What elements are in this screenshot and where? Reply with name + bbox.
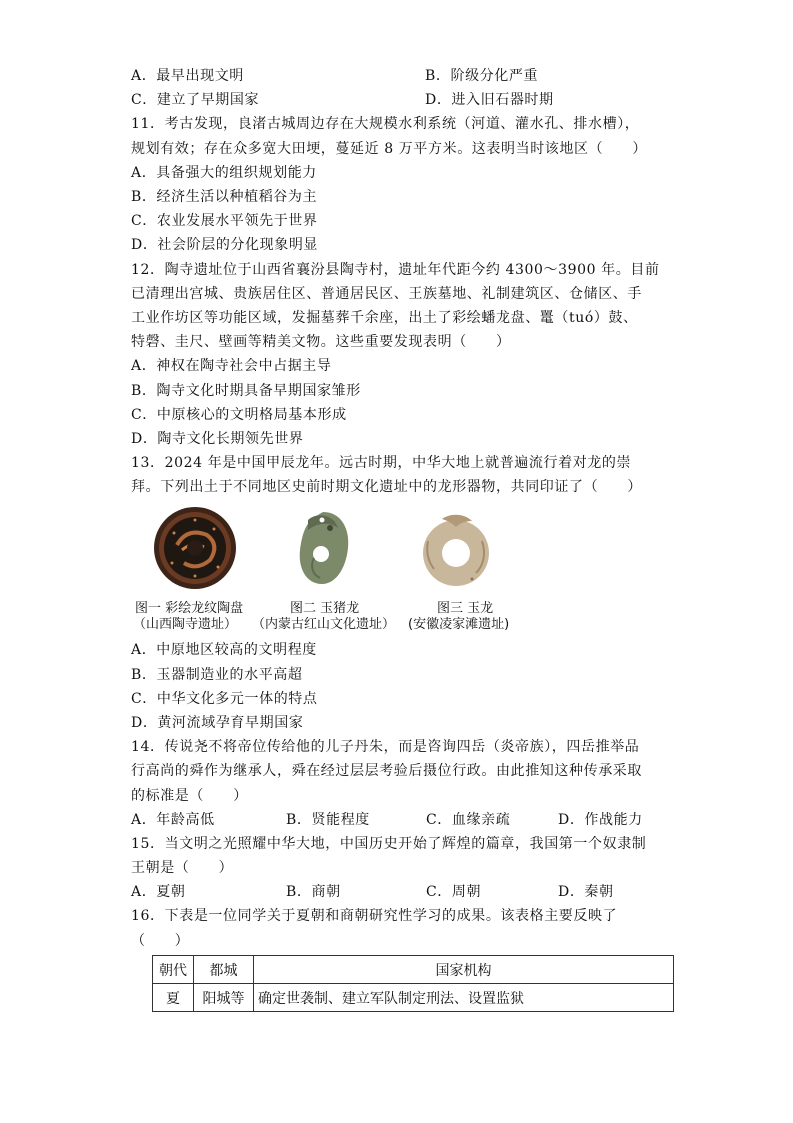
q14-option-a: A．年龄高低 (131, 812, 215, 828)
q14-option-c: C．血缘亲疏 (426, 812, 511, 828)
q13-option-d: D．黄河流域孕育早期国家 (131, 715, 304, 731)
jade-pig-dragon-image (294, 508, 352, 588)
q12-stem-line4: 特磬、圭尺、壁画等精美文物。这些重要发现表明（ ） (131, 334, 511, 350)
q10-option-a: A．最早出现文明 (131, 68, 244, 84)
q14-stem-line1: 14．传说尧不将帝位传给他的儿子丹朱，而是咨询四岳（炎帝族），四岳推举品 (131, 739, 640, 755)
q10-option-b: B．阶级分化严重 (425, 68, 539, 84)
q11-stem-line2: 规划有效；存在众多宽大田埂，蔓延近 8 万平方米。这表明当时该地区（ ） (131, 141, 648, 157)
table-cell-capital: 阳城等 (194, 984, 254, 1012)
q15-stem-line1: 15．当文明之光照耀中华大地，中国历史开始了辉煌的篇章，我国第一个奴隶制 (131, 836, 647, 852)
q12-option-d: D．陶寺文化长期领先世界 (131, 431, 304, 447)
q12-option-b: B．陶寺文化时期具备早期国家雏形 (131, 383, 361, 399)
q11-stem-line1: 11．考古发现，良渚古城周边存在大规模水利系统（河道、灌水孔、排水槽）， (131, 116, 640, 132)
q14-option-d: D．作战能力 (558, 812, 643, 828)
q13-stem-line2: 拜。下列出土于不同地区史前时期文化遗址中的龙形器物，共同印证了（ ） (131, 479, 642, 495)
q15-option-c: C．周朝 (426, 884, 482, 900)
q11-option-a: A．具备强大的组织规划能力 (131, 165, 317, 181)
q11-option-b: B．经济生活以种植稻谷为主 (131, 189, 318, 205)
q13-option-b: B．玉器制造业的水平高超 (131, 667, 303, 683)
table-row (153, 984, 674, 1012)
q14-stem-line2: 行高尚的舜作为继承人，舜在经过层层考验后摄位行政。由此推知这种传承采取 (131, 763, 642, 779)
painted-dragon-plate-image (152, 505, 238, 591)
q15-option-b: B．商朝 (286, 884, 341, 900)
q13-option-c: C．中华文化多元一体的特点 (131, 691, 318, 707)
table-cell-dynasty: 夏 (153, 984, 194, 1012)
q12-stem-line2: 已清理出宫城、贵族居住区、普通居民区、王族墓地、礼制建筑区、仓储区、手 (131, 286, 642, 302)
q11-option-d: D．社会阶层的分化现象明显 (131, 237, 319, 253)
fig1-caption: 图一 彩绘龙纹陶盘 (135, 601, 244, 616)
q16-stem-line1: 16．下表是一位同学关于夏朝和商朝研究性学习的成果。该表格主要反映了 (131, 908, 618, 924)
table-header-capital: 都城 (194, 956, 254, 984)
table-header-row (153, 956, 674, 984)
q12-option-c: C．中原核心的文明格局基本形成 (131, 407, 347, 423)
jade-dragon-image (420, 511, 492, 589)
dynasty-table (152, 955, 674, 1012)
q15-option-d: D．秦朝 (558, 884, 614, 900)
q12-stem-line1: 12．陶寺遗址位于山西省襄汾县陶寺村，遗址年代距今约 4300～3900 年。目前 (131, 262, 660, 278)
fig1-site: （山西陶寺遗址） (133, 617, 238, 632)
q13-option-a: A．中原地区较高的文明程度 (131, 642, 317, 658)
fig2-caption: 图二 玉猪龙 (290, 601, 360, 616)
q10-option-d: D．进入旧石器时期 (425, 92, 554, 108)
q10-option-c: C．建立了早期国家 (131, 92, 260, 108)
q14-stem-line3: 的标准是（ ） (131, 788, 248, 804)
fig3-site: (安徽凌家滩遗址) (408, 617, 510, 632)
table-header-dynasty: 朝代 (153, 956, 194, 984)
q16-stem-line2: （ ） (131, 933, 190, 949)
table-cell-institutions: 确定世袭制、建立军队制定刑法、设置监狱 (254, 984, 674, 1012)
q15-option-a: A．夏朝 (131, 884, 186, 900)
q12-stem-line3: 工业作坊区等功能区域，发掘墓葬千余座，出土了彩绘蟠龙盘、鼍（tuó）鼓、 (131, 310, 638, 326)
q13-stem-line1: 13．2024 年是中国甲辰龙年。远古时期，中华大地上就普遍流行着对龙的崇 (131, 455, 632, 471)
q11-option-c: C．农业发展水平领先于世界 (131, 213, 318, 229)
q15-stem-line2: 王朝是（ ） (131, 860, 234, 876)
table-header-institutions: 国家机构 (254, 956, 674, 984)
fig3-caption: 图三 玉龙 (437, 601, 494, 616)
fig2-site: （内蒙古红山文化遗址） (252, 617, 396, 632)
q12-option-a: A．神权在陶寺社会中占据主导 (131, 358, 332, 374)
q14-option-b: B．贤能程度 (286, 812, 370, 828)
